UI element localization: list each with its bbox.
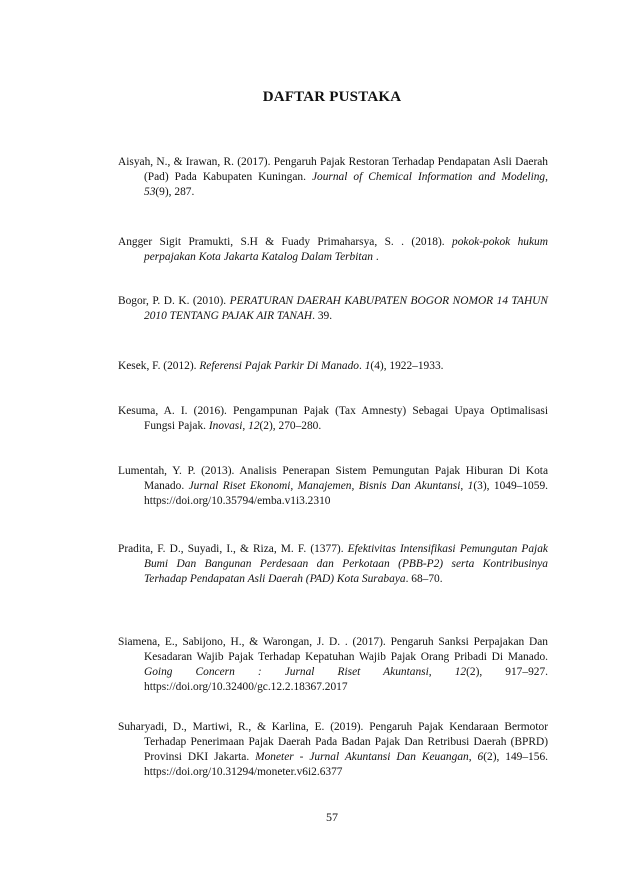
reference-text: Kesuma, A. I. (2016). Pengampunan Pajak (Tax Amnesty) Sebagai Upaya Optimalisasi Fungsi Pajak. xyxy=(118,405,548,432)
reference-source: Moneter - Jurnal Akuntansi Dan Keuangan xyxy=(255,751,469,763)
reference-source: Referensi Pajak Parkir Di Manado xyxy=(199,360,359,372)
reference-text: , xyxy=(460,480,468,492)
reference-entry xyxy=(118,542,548,587)
reference-text: (9), 287. xyxy=(155,186,195,198)
reference-source: Journal of Chemical Information and Modeling xyxy=(311,171,546,183)
reference-source: pokok-pokok hukum perpajakan Kota Jakarta Katalog Dalam Terbitan xyxy=(144,236,548,263)
reference-volume: 53 xyxy=(144,186,156,198)
reference-source: Inovasi xyxy=(208,420,243,432)
reference-entry xyxy=(118,155,548,200)
reference-text: . xyxy=(359,360,365,372)
reference-source: Going Concern : Jurnal Riset Akuntansi xyxy=(144,666,429,678)
reference-text: . 68–70. xyxy=(405,573,443,585)
reference-volume: 12 xyxy=(454,666,467,678)
page-title: DAFTAR PUSTAKA xyxy=(262,89,402,105)
reference-text: Lumentah, Y. P. (2013). Analisis Penerapan Sistem Pemungutan Pajak Hiburan Di Kota Manado. xyxy=(118,465,548,492)
reference-source: Efektivitas Intensifikasi Pemungutan Pajak Bumi Dan Bangunan Perdesaan dan Perkotaan (PBB-P2) serta Kontribusinya Terhadap Pendapatan Asli Daerah (PAD) Kota Surabaya xyxy=(144,543,548,585)
reference-entry xyxy=(118,635,548,695)
reference-volume: 1 xyxy=(364,360,371,372)
reference-entry xyxy=(118,294,548,324)
reference-text: (2), 149–156. https://doi.org/10.31294/moneter.v6i2.6377 xyxy=(144,751,548,778)
reference-entry xyxy=(118,464,548,509)
reference-text: , xyxy=(545,171,548,183)
reference-text: . xyxy=(372,251,379,263)
reference-volume: 6 xyxy=(477,751,484,763)
reference-text: Suharyadi, D., Martiwi, R., & Karlina, E. (2019). Pengaruh Pajak Kendaraan Bermotor Terhadap Penerimaan Pajak Daerah Pada Badan Pajak Dan Retribusi Daerah (BPRD) Provinsi DKI Jakarta. xyxy=(118,721,548,763)
reference-text: (2), 917–927. https://doi.org/10.32400/gc.12.2.18367.2017 xyxy=(144,666,548,693)
reference-text: , xyxy=(428,666,455,678)
reference-text: Pradita, F. D., Suyadi, I., & Riza, M. F. (1377). xyxy=(118,543,348,555)
reference-source: PERATURAN DAERAH KABUPATEN BOGOR NOMOR 14 TAHUN 2010 TENTANG PAJAK AIR TANAH xyxy=(144,295,549,322)
reference-entry xyxy=(118,235,548,265)
page-number: 57 xyxy=(326,810,338,824)
reference-text: Aisyah, N., & Irawan, R. (2017). Pengaruh Pajak Restoran Terhadap Pendapatan Asli Daerah (Pad) Pada Kabupaten Kuningan. xyxy=(118,156,548,183)
reference-text: (4), 1922–1933. xyxy=(370,360,444,372)
reference-text: (3), 1049–1059. https://doi.org/10.35794/emba.v1i3.2310 xyxy=(144,480,548,507)
reference-source: Jurnal Riset Ekonomi, Manajemen, Bisnis Dan Akuntansi xyxy=(188,480,461,492)
reference-entry xyxy=(118,359,548,374)
reference-text: Angger Sigit Pramukti, S.H & Fuady Primaharsya, S. . (2018). xyxy=(118,236,453,248)
reference-text: (2), 270–280. xyxy=(259,420,322,432)
reference-text: Siamena, E., Sabijono, H., & Warongan, J. D. . (2017). Pengaruh Sanksi Perpajakan Dan Kesadaran Wajib Pajak Terhadap Kepatuhan Wajib Pajak Orang Pribadi Di Manado. xyxy=(118,636,548,663)
reference-volume: 12 xyxy=(248,420,260,432)
reference-text: . 39. xyxy=(312,310,333,322)
reference-text: Kesek, F. (2012). xyxy=(118,360,200,372)
reference-entry xyxy=(118,720,548,780)
reference-text: Bogor, P. D. K. (2010). xyxy=(118,295,230,307)
reference-text: , xyxy=(468,751,478,763)
reference-text: , xyxy=(242,420,249,432)
reference-volume: 1 xyxy=(467,480,474,492)
reference-entry xyxy=(118,404,548,434)
